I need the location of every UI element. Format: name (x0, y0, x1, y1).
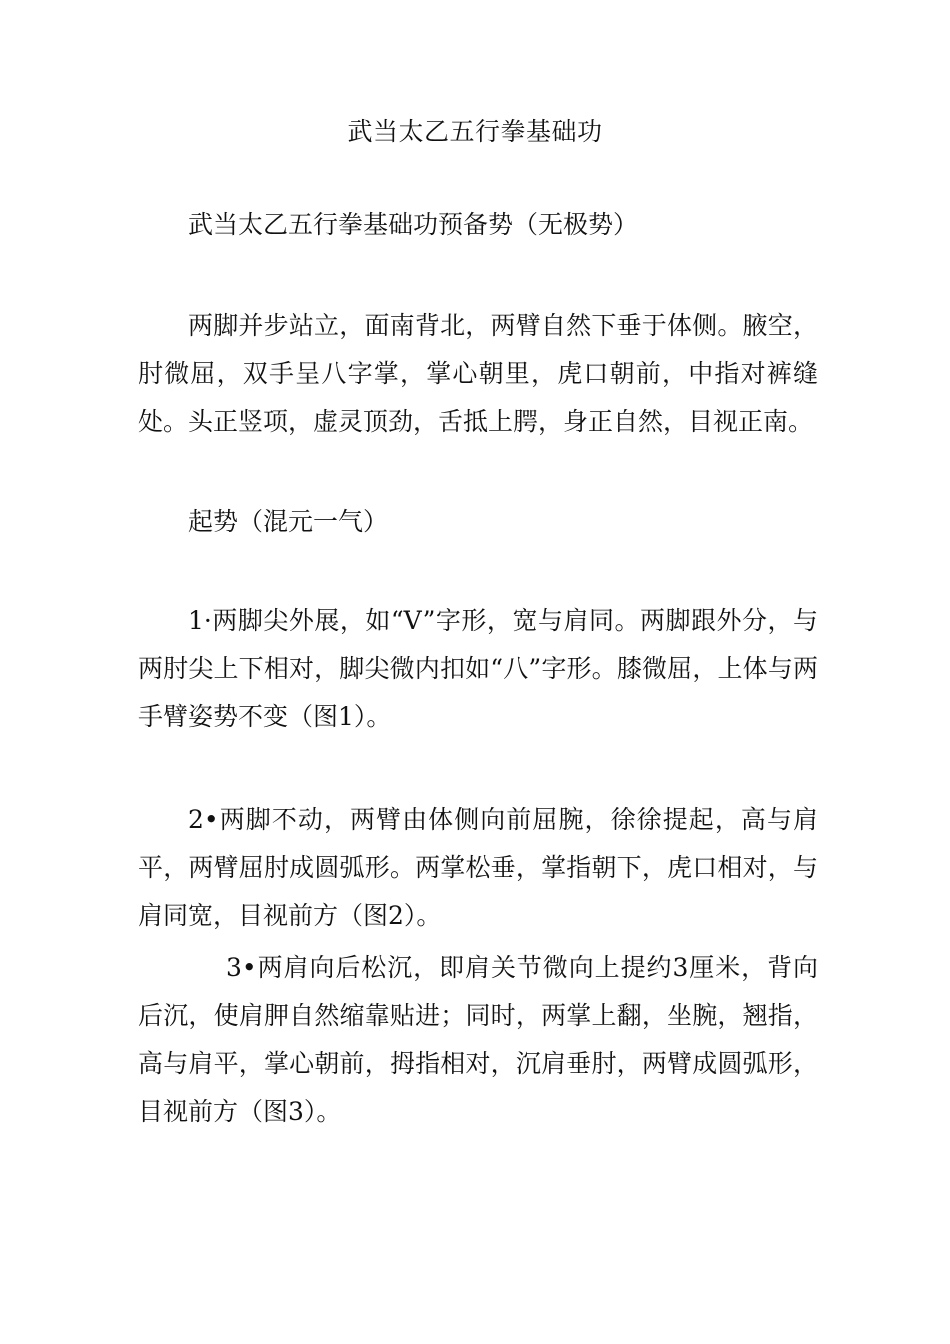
section-heading-preparation: 武当太乙五行拳基础功预备势（无极势） (188, 210, 639, 239)
paragraph-step-2: 2•两脚不动，两臂由体侧向前屈腕，徐徐提起，高与肩平，两臂屈肘成圆弧形。两掌松垂，掌指朝下，虎口相对，与肩同宽，目视前方（图2）。 (138, 805, 818, 930)
document-title: 武当太乙五行拳基础功 (347, 117, 603, 146)
paragraph-step-1: 1·两脚尖外展，如“V”字形，宽与肩同。两脚跟外分，与两肘尖上下相对，脚尖微内扣如“八”字形。膝微屈，上体与两手臂姿势不变（图1）。 (138, 606, 818, 731)
paragraph-step-3: 3•两肩向后松沉，即肩关节微向上提约3厘米，背向后沉，使肩胛自然缩靠贴进；同时，两掌上翻，坐腕，翘指，高与肩平，掌心朝前，拇指相对，沉肩垂肘，两臂成圆弧形，目视前方（图3）。 (138, 953, 818, 1126)
section-heading-opening: 起势（混元一气） (188, 507, 389, 536)
paragraph-preparation: 两脚并步站立，面南背北，两臂自然下垂于体侧。腋空，肘微屈，双手呈八字掌，掌心朝里，虎口朝前，中指对裤缝处。头正竖项，虚灵顶劲，舌抵上腭，身正自然，目视正南。 (138, 311, 818, 436)
